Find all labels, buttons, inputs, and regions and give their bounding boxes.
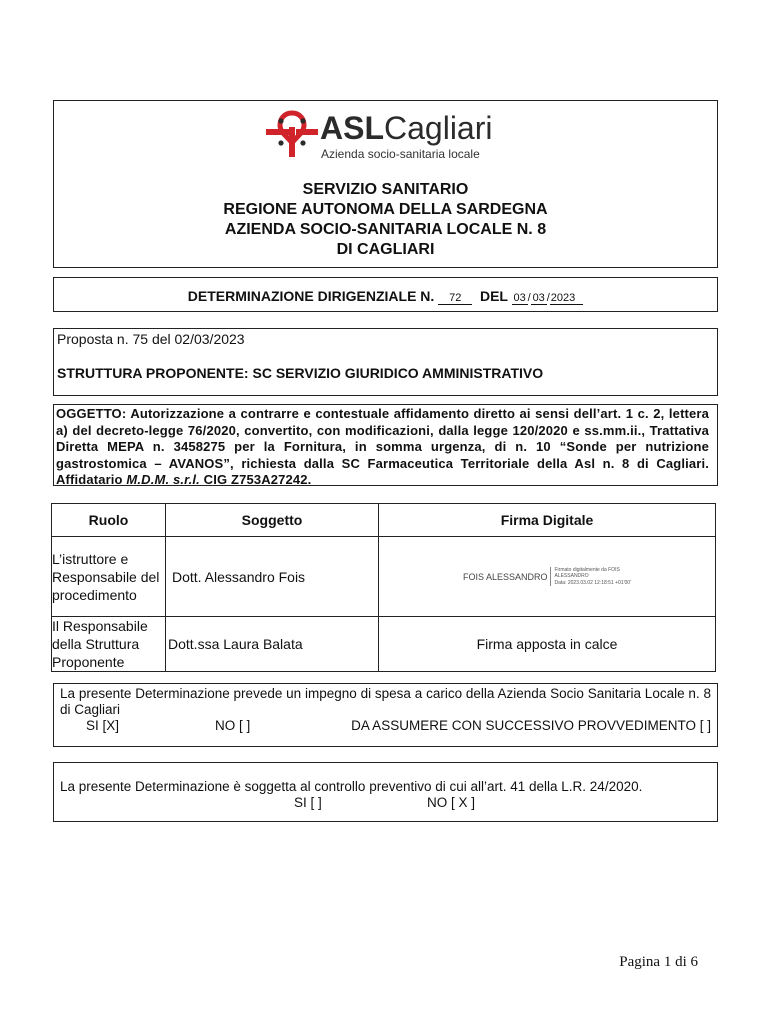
logo-subtitle: Azienda socio-sanitaria locale xyxy=(321,147,480,161)
table-row xyxy=(52,537,716,617)
table-header-row xyxy=(52,504,716,537)
header-line-3: AZIENDA SOCIO-SANITARIA LOCALE N. 8 xyxy=(224,221,547,238)
ruolo-line: della Struttura xyxy=(52,636,140,652)
controllo-no: NO [ X ] xyxy=(427,795,476,810)
oggetto-box xyxy=(53,404,718,486)
digital-signature xyxy=(379,567,715,587)
header-box xyxy=(53,100,718,268)
logo-city: Cagliari xyxy=(384,110,493,146)
soggetto-cell: Dott.ssa Laura Balata xyxy=(166,617,379,672)
page-number: Pagina 1 di 6 xyxy=(619,954,698,970)
oggetto-affidatario: M.D.M. s.r.l. xyxy=(126,472,200,487)
logo-cross-icon xyxy=(262,107,322,163)
impegno-box xyxy=(53,683,718,747)
determinazione-del-label: DEL xyxy=(479,288,508,304)
controllo-si: SI [ ] xyxy=(294,795,322,810)
ruolo-cell xyxy=(52,617,166,672)
controllo-box xyxy=(53,762,718,822)
determinazione-year: 2023 xyxy=(550,292,583,305)
firma-cell: Firma apposta in calce xyxy=(379,617,716,672)
header-line-1: SERVIZIO SANITARIO xyxy=(302,181,469,198)
impegno-da-assumere: DA ASSUMERE CON SUCCESSIVO PROVVEDIMENTO [ ] xyxy=(351,718,711,733)
proposta-box xyxy=(53,328,718,396)
header-line-2: REGIONE AUTONOMA DELLA SARDEGNA xyxy=(223,201,548,218)
signature-name: FOIS ALESSANDRO xyxy=(462,571,548,582)
ruolo-line: Responsabile del xyxy=(52,568,160,585)
ruolo-line: Proponente xyxy=(52,654,125,670)
oggetto-label: OGGETTO: xyxy=(56,406,127,421)
soggetto-cell: Dott. Alessandro Fois xyxy=(166,537,379,617)
controllo-text: La presente Determinazione è soggetta al controllo preventivo di cui all’art. 41 della L.R. 24/2020. xyxy=(60,779,643,794)
determinazione-number: 72 xyxy=(438,292,472,305)
signature-detail-line: Data: 2023.03.02 12:18:51 +01'00' xyxy=(554,579,632,586)
header-ruolo: Ruolo xyxy=(52,504,166,537)
asl-cagliari-logo xyxy=(262,107,512,163)
ruolo-line: procedimento xyxy=(52,586,137,603)
header-firma: Firma Digitale xyxy=(379,504,716,537)
determinazione-month: 03 xyxy=(532,292,545,304)
ruoli-table xyxy=(51,503,716,672)
determinazione-box: DETERMINAZIONE DIRIGENZIALE N. 72 DEL 03 / 03 /2023 xyxy=(53,277,718,312)
determinazione-label: DETERMINAZIONE DIRIGENZIALE N. xyxy=(187,288,435,304)
signature-detail-line: Firmato digitalmente da FOIS xyxy=(554,566,620,573)
impegno-si: SI [X] xyxy=(86,718,120,733)
header-soggetto: Soggetto xyxy=(166,504,379,537)
impegno-no: NO [ ] xyxy=(215,718,251,733)
header-line-4: DI CAGLIARI xyxy=(336,241,435,258)
impegno-text: La presente Determinazione prevede un impegno di spesa a carico della Azienda Socio Sanitaria Locale n. 8 di Cagliari xyxy=(60,686,711,717)
firma-cell xyxy=(379,537,716,617)
signature-detail-line: ALESSANDRO xyxy=(554,573,589,580)
logo-brand: ASL xyxy=(320,110,384,146)
ruolo-cell xyxy=(52,537,166,617)
ruolo-line: Il Responsabile xyxy=(52,618,148,634)
oggetto-text: Autorizzazione a contrarre e contestuale affidamento diretto ai sensi dell’art. 1 c. 2, lettera a) del decreto-legge 76/2020, convertito, con modificazioni, dalla legge 120/2020 e ss.mm.ii., Trattativa Diretta MEPA n. 3458275 per la Fornitura, in somma urgenza, di n. 10 “Sonde per nutrizione gastrostomica – AVANOS”, richiesta dalla SC Farmaceutica Territoriale della Asl n. 8 di Cagliari. Affidatario xyxy=(56,406,709,487)
struttura-proponente: STRUTTURA PROPONENTE: SC SERVIZIO GIURIDICO AMMINISTRATIVO xyxy=(57,365,544,381)
ruolo-line: L’istruttore e xyxy=(52,550,129,567)
table-row xyxy=(52,617,716,672)
proposta-text: Proposta n. 75 del 02/03/2023 xyxy=(57,331,245,347)
determinazione-day: 03 xyxy=(513,292,526,304)
oggetto-cig: CIG Z753A27242. xyxy=(199,472,312,487)
signature-details xyxy=(550,567,631,587)
